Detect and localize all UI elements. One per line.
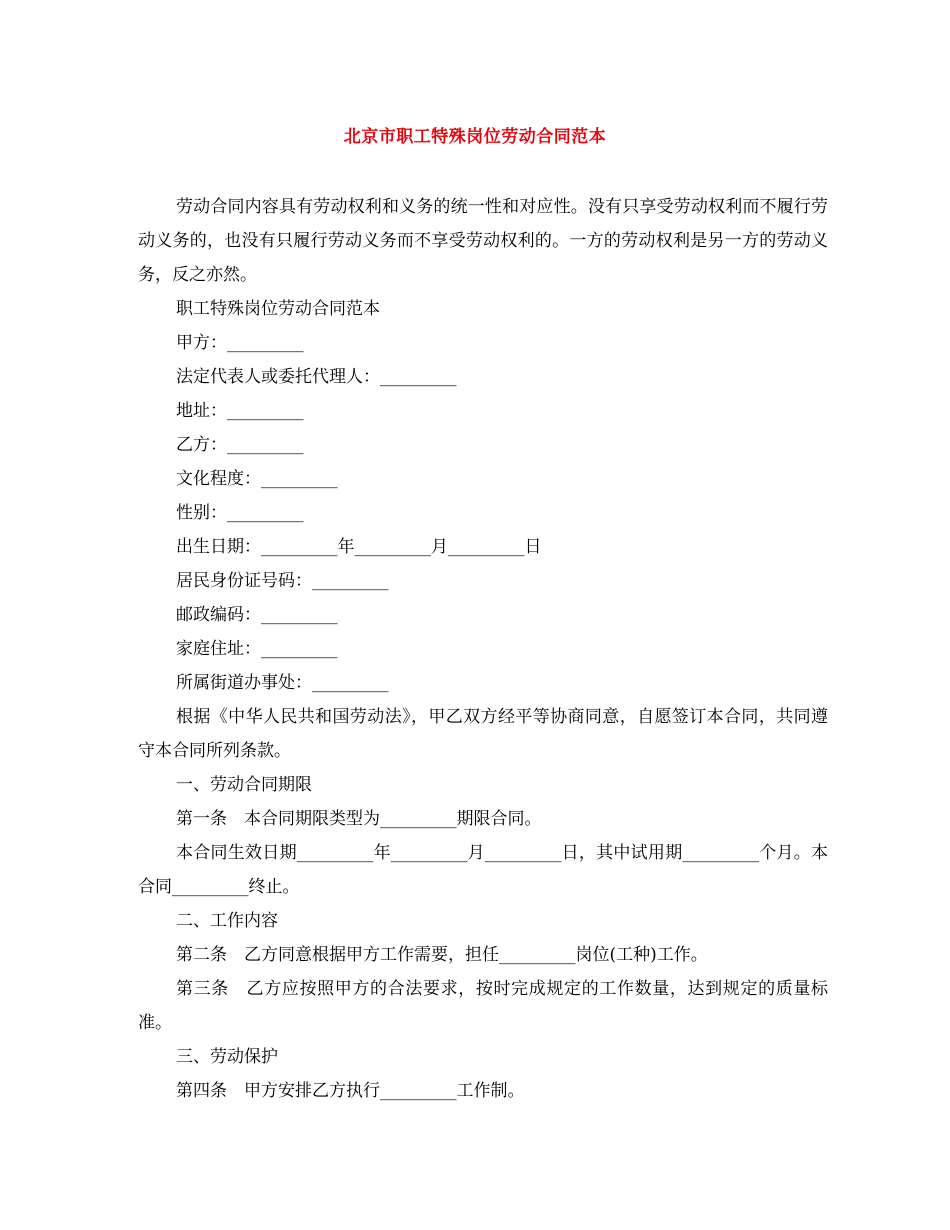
address-field: 地址：_________ (176, 401, 304, 421)
article-4: 第四条 甲方安排乙方执行_________工作制。 (176, 1081, 525, 1101)
home-address-field: 家庭住址：_________ (176, 639, 338, 659)
street-office-field: 所属街道办事处：_________ (176, 673, 389, 693)
article-3: 第三条 乙方应按照甲方的合法要求，按时完成规定的工作数量，达到规定的质量标准。 (138, 979, 828, 1033)
subtitle-line: 职工特殊岗位劳动合同范本 (176, 299, 380, 319)
party-a-field: 甲方：_________ (176, 333, 304, 353)
intro-paragraph: 劳动合同内容具有劳动权利和义务的统一性和对应性。没有只享受劳动权利而不履行劳动义务的，也没有只履行劳动义务而不享受劳动权利的。一方的劳动权利是另一方的劳动义务，反之亦然。 (138, 197, 828, 285)
section-heading-labor-protection: 三、劳动保护 (176, 1047, 278, 1067)
postal-code-field: 邮政编码：_________ (176, 605, 338, 625)
section-heading-term: 一、劳动合同期限 (176, 775, 312, 795)
section-heading-work-content: 二、工作内容 (176, 911, 278, 931)
id-number-field: 居民身份证号码：_________ (176, 571, 389, 591)
legal-representative-field: 法定代表人或委托代理人：_________ (176, 367, 457, 387)
article-1: 第一条 本合同期限类型为_________期限合同。 (176, 809, 542, 829)
document-body (138, 190, 828, 1108)
agreement-paragraph: 根据《中华人民共和国劳动法》，甲乙双方经平等协商同意，自愿签订本合同，共同遵守本合同所列条款。 (138, 707, 828, 761)
gender-field: 性别：_________ (176, 503, 304, 523)
education-field: 文化程度：_________ (176, 469, 338, 489)
birth-date-field: 出生日期：_________年_________月_________日 (176, 537, 542, 557)
document-title: 北京市职工特殊岗位劳动合同范本 (343, 127, 607, 147)
effective-date-paragraph: 本合同生效日期_________年_________月_________日，其中试用期_________个月。本合同_________终止。 (138, 843, 828, 897)
article-2: 第二条 乙方同意根据甲方工作需要，担任_________岗位(工种)工作。 (176, 945, 708, 965)
party-b-field: 乙方：_________ (176, 435, 304, 455)
